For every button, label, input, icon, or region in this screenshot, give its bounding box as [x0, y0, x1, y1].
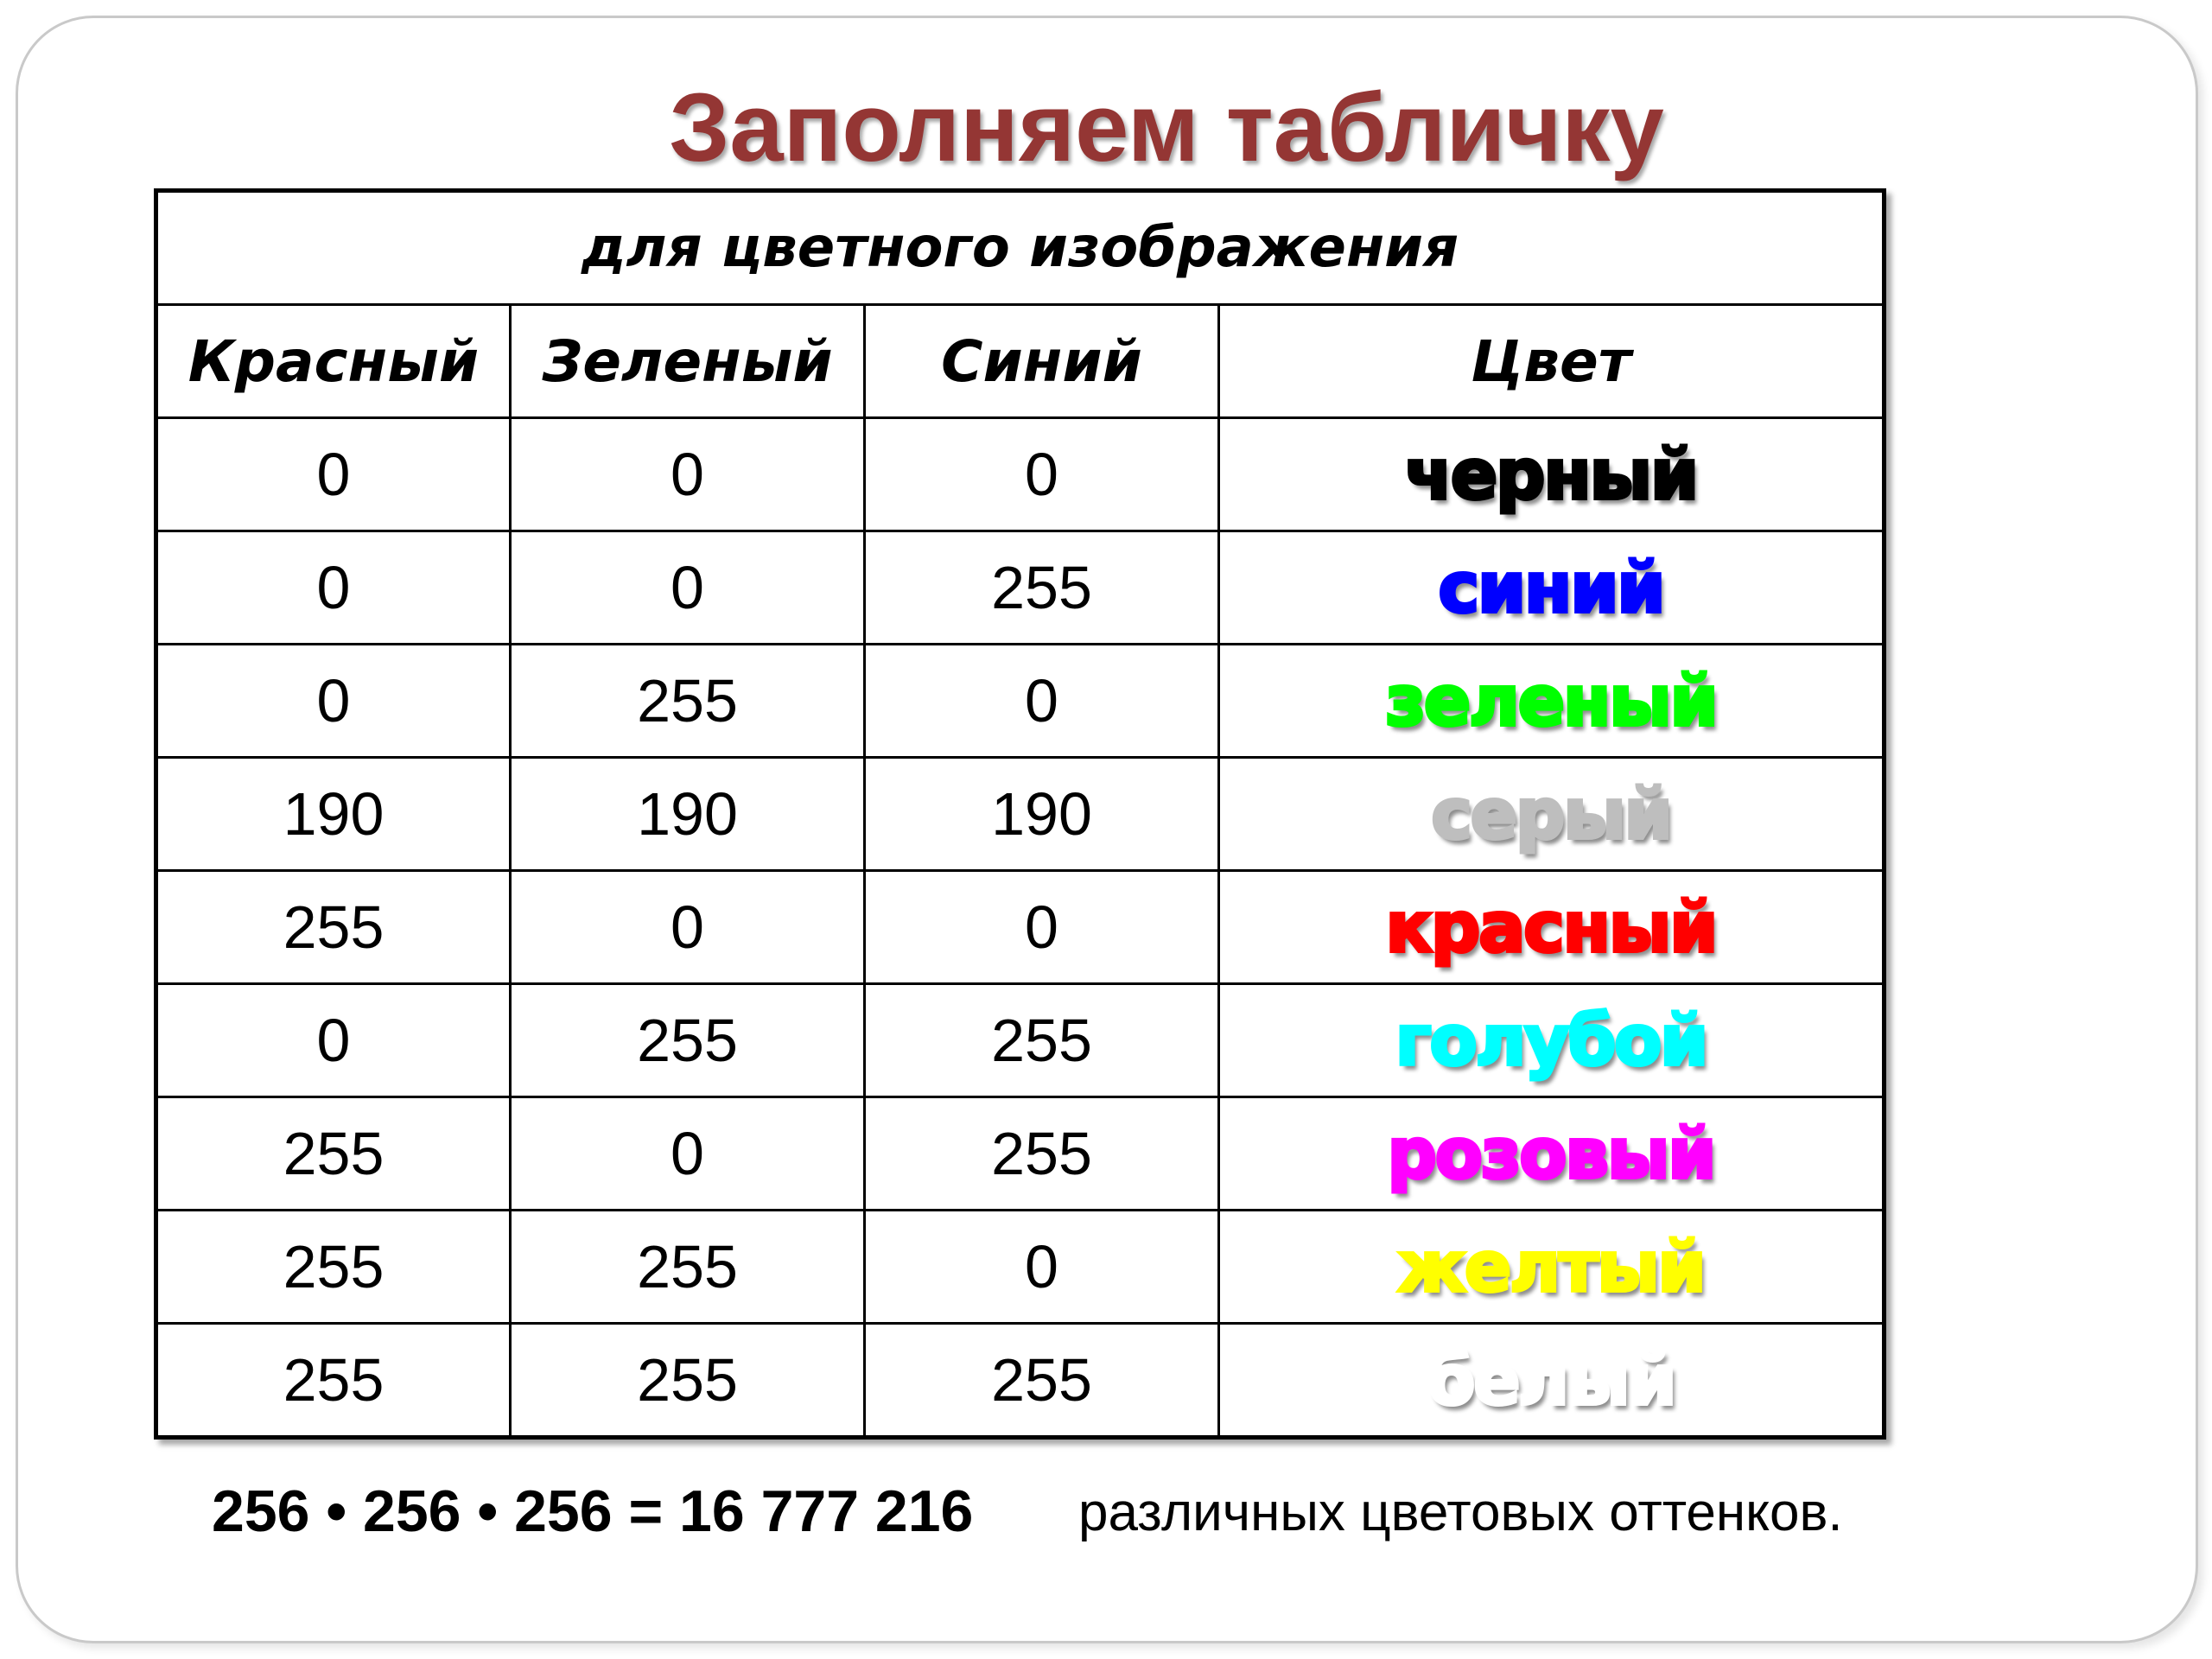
- table-row: [156, 418, 1885, 531]
- red-value: 255: [156, 1324, 511, 1438]
- header-row: [156, 305, 1885, 418]
- table-row: [156, 1097, 1885, 1211]
- red-value: 0: [156, 645, 511, 758]
- color-name: зеленый: [1385, 660, 1717, 741]
- green-value: 0: [511, 531, 865, 645]
- blue-value: 190: [865, 758, 1219, 871]
- green-value: 255: [511, 984, 865, 1097]
- header-color: Цвет: [1219, 305, 1885, 418]
- red-value: 0: [156, 984, 511, 1097]
- color-name-cell: [1219, 984, 1885, 1097]
- color-name-cell: [1219, 645, 1885, 758]
- green-value: 255: [511, 1211, 865, 1324]
- blue-value: 0: [865, 1211, 1219, 1324]
- blue-value: 255: [865, 531, 1219, 645]
- color-name: желтый: [1397, 1226, 1705, 1307]
- table-row: [156, 1211, 1885, 1324]
- footer-text: различных цветовых оттенков.: [1078, 1483, 1843, 1542]
- blue-value: 0: [865, 645, 1219, 758]
- green-value: 255: [511, 1324, 865, 1438]
- red-value: 255: [156, 1097, 511, 1211]
- color-name: синий: [1438, 547, 1664, 628]
- red-value: 255: [156, 871, 511, 984]
- table-row: [156, 645, 1885, 758]
- table-row: [156, 531, 1885, 645]
- color-name-cell: [1219, 1097, 1885, 1211]
- table-row: [156, 1324, 1885, 1438]
- color-name: красный: [1385, 887, 1717, 968]
- color-name: черный: [1404, 434, 1698, 515]
- color-name-cell: [1219, 1211, 1885, 1324]
- caption-row: [156, 191, 1885, 305]
- header-blue: Синий: [865, 305, 1219, 418]
- color-name-cell: [1219, 531, 1885, 645]
- green-value: 0: [511, 871, 865, 984]
- blue-value: 255: [865, 984, 1219, 1097]
- color-name: розовый: [1387, 1113, 1715, 1194]
- green-value: 190: [511, 758, 865, 871]
- red-value: 0: [156, 531, 511, 645]
- red-value: 0: [156, 418, 511, 531]
- blue-value: 0: [865, 871, 1219, 984]
- header-red: Красный: [156, 305, 511, 418]
- table-row: [156, 984, 1885, 1097]
- green-value: 0: [511, 1097, 865, 1211]
- blue-value: 0: [865, 418, 1219, 531]
- table-row: [156, 871, 1885, 984]
- green-value: 0: [511, 418, 865, 531]
- color-name: белый: [1427, 1339, 1675, 1421]
- blue-value: 255: [865, 1097, 1219, 1211]
- table-row: [156, 758, 1885, 871]
- blue-value: 255: [865, 1324, 1219, 1438]
- color-name: голубой: [1395, 1000, 1707, 1081]
- header-green: Зеленый: [511, 305, 865, 418]
- color-name-cell: [1219, 418, 1885, 531]
- slide-title: Заполняем табличку: [669, 73, 1664, 181]
- footer-formula: 256 • 256 • 256 = 16 777 216: [212, 1478, 974, 1544]
- table-caption: для цветного изображения: [156, 191, 1885, 305]
- color-table: [154, 188, 1886, 1440]
- red-value: 190: [156, 758, 511, 871]
- red-value: 255: [156, 1211, 511, 1324]
- color-name-cell: [1219, 758, 1885, 871]
- green-value: 255: [511, 645, 865, 758]
- color-name-cell: [1219, 1324, 1885, 1438]
- color-name: серый: [1431, 773, 1671, 855]
- color-name-cell: [1219, 871, 1885, 984]
